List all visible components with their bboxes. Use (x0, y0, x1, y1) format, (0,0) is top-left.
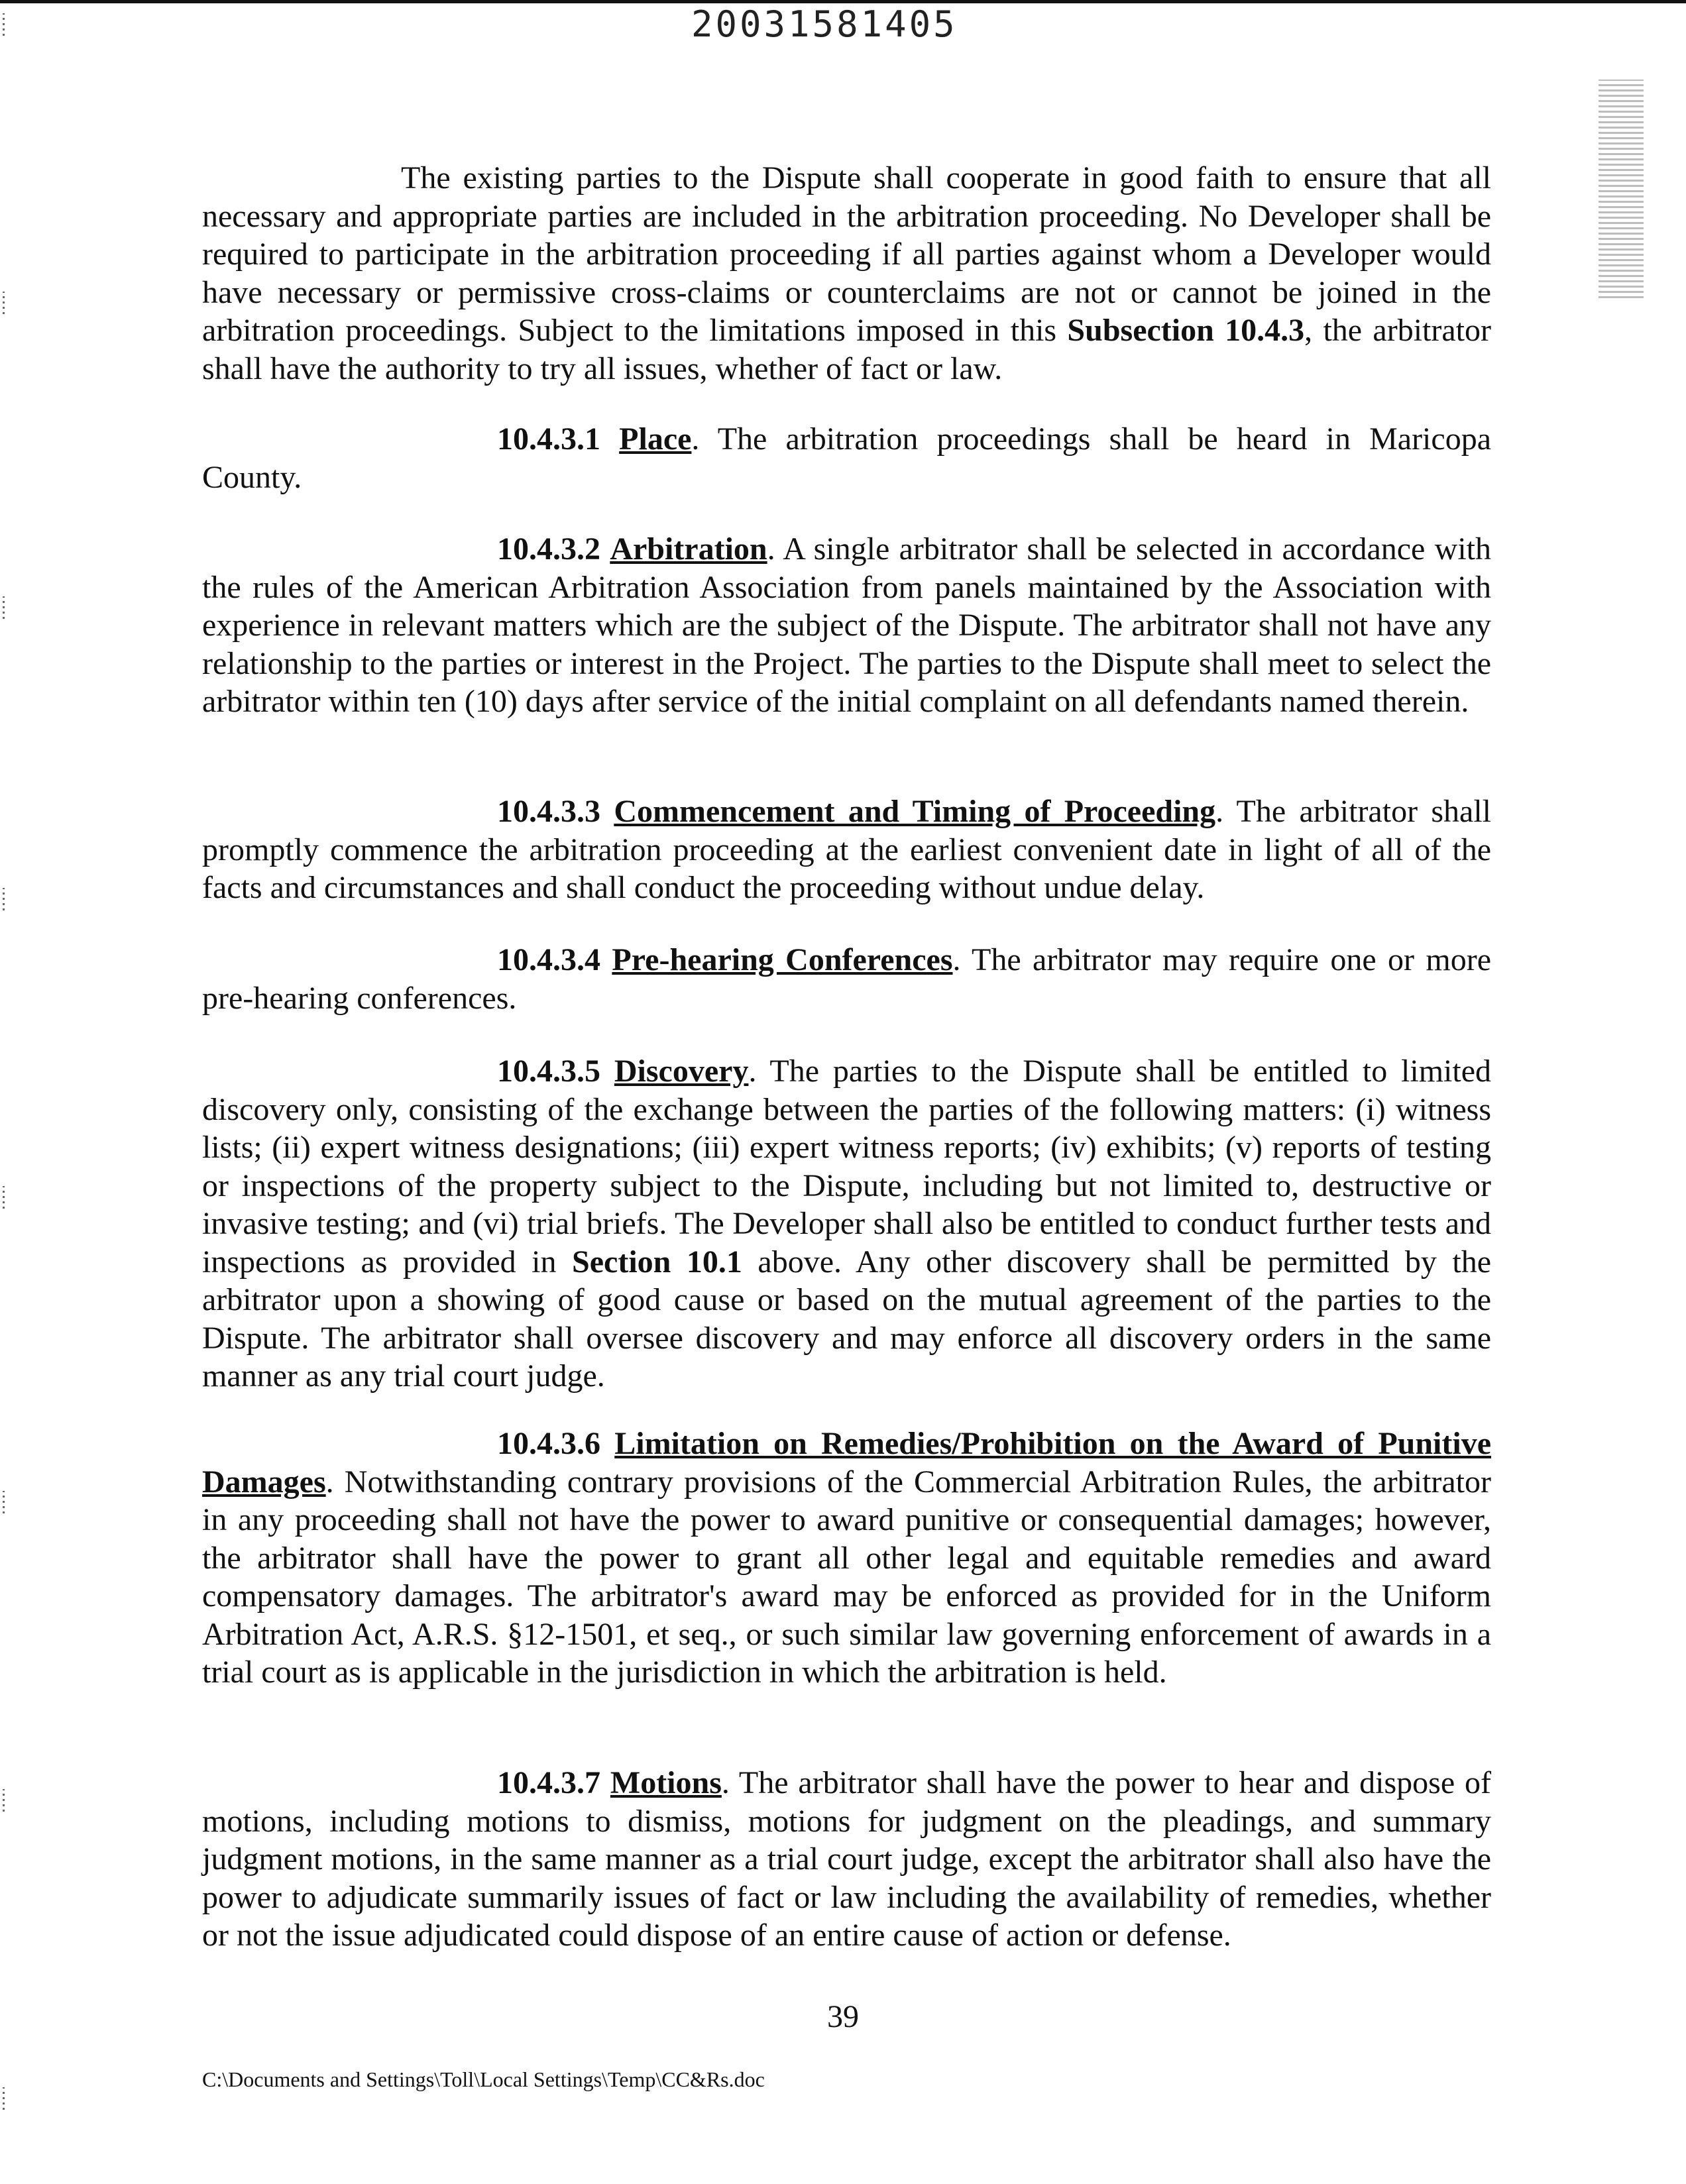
section-text-end: above. Any other discovery shall be permitted by the arbitrator upon a showing of good cause or based on the mutual agreement of the parties to the Dispute. The arbitrator shall oversee discovery and may enforce all discovery orders in the same manner as any trial court judge. (202, 1244, 1492, 1393)
footer-file-path: C:\Documents and Settings\Toll\Local Settings\Temp\CC&Rs.doc (202, 2067, 765, 2091)
section-number: 10.4.3.1 (497, 421, 600, 457)
section-text: . The arbitration proceedings shall be heard in Maricopa County. (202, 421, 1492, 495)
section-heading: Limitation on Remedies/Prohibition on the Award of Punitive Damages (202, 1426, 1492, 1500)
section-text: . The arbitrator may require one or more pre-hearing conferences. (202, 942, 1492, 1016)
margin-tick (3, 2087, 5, 2110)
margin-tick (3, 292, 5, 314)
section-heading: Place (619, 421, 692, 457)
section-number: 10.4.3.2 (497, 531, 600, 567)
section-heading: Motions (610, 1765, 722, 1800)
margin-tick (3, 1789, 5, 1812)
subsection-reference: Subsection 10.4.3 (1067, 313, 1305, 348)
section-text: . A single arbitrator shall be selected in accordance with the rules of the American Arbitration Association from panels maintained by the Association with experience in relevant matters which are the subject of the Dispute. The arbitrator shall not have any relationship to the parties or interest in the Project. The parties to the Dispute shall meet to select the arbitrator within ten (10) days after service of the initial complaint on all defendants named therein. (202, 531, 1492, 719)
section-text: . The arbitrator shall promptly commence the arbitration proceeding at the earliest convenient date in light of all of the facts and circumstances and shall conduct the proceeding without undue delay. (202, 794, 1492, 905)
section-10-4-3-6 (202, 1425, 1491, 1692)
side-barcode-stamp (1599, 80, 1644, 298)
margin-tick (3, 13, 5, 36)
section-number: 10.4.3.6 (497, 1426, 600, 1461)
section-heading: Commencement and Timing of Proceeding (614, 794, 1216, 829)
paragraph-intro (202, 159, 1491, 388)
section-number: 10.4.3.4 (497, 942, 600, 977)
section-heading: Pre-hearing Conferences (612, 942, 953, 977)
section-text: . Notwithstanding contrary provisions of the Commercial Arbitration Rules, the arbitrator in any proceeding shall not have the power to award punitive or consequential damages; however, the arbitrator shall have the power to grant all other legal and equitable remedies and award compensatory damages. The arbitrator's award may be enforced as provided for in the Uniform Arbitration Act, A.R.S. §12-1501, et seq., or such similar law governing enforcement of awards in a trial court as is applicable in the jurisdiction in which the arbitration is held. (202, 1464, 1491, 1690)
section-10-4-3-4 (202, 941, 1491, 1017)
section-10-4-3-5 (202, 1052, 1491, 1395)
section-heading: Arbitration (610, 531, 767, 567)
intro-text: The existing parties to the Dispute shall cooperate in good faith to ensure that all necessary and appropriate parties are included in the arbitration proceeding. No Developer shall be required to participate in the arbitration proceeding if all parties against whom a Developer would have necessary or permissive cross-claims or counterclaims are not or cannot be joined in the arbitration proceedings. Subject to the limitations imposed in this (202, 160, 1491, 348)
section-10-4-3-2 (202, 530, 1491, 721)
recording-number: 20031581405 (679, 4, 970, 45)
section-10-4-3-1 (202, 420, 1491, 496)
margin-tick (3, 1491, 5, 1513)
section-number: 10.4.3.7 (497, 1765, 600, 1800)
section-10-4-3-3 (202, 792, 1491, 907)
section-10-4-3-7 (202, 1764, 1491, 1955)
section-text: . The arbitrator shall have the power to hear and dispose of motions, including motions to dismiss, motions for judgment on the pleadings, and summary judgment motions, in the same manner as a trial court judge, except the arbitrator shall also have the power to adjudicate summarily issues of fact or law including the availability of remedies, whether or not the issue adjudicated could dispose of an entire cause of action or defense. (202, 1765, 1492, 1953)
intro-text-end: , the arbitrator shall have the authority to try all issues, whether of fact or law. (202, 313, 1492, 386)
section-number: 10.4.3.3 (497, 794, 600, 829)
page-number: 39 (827, 1999, 859, 2034)
section-heading: Discovery (614, 1054, 749, 1089)
margin-tick (3, 888, 5, 910)
margin-tick (3, 1186, 5, 1209)
section-text: . The parties to the Dispute shall be entitled to limited discovery only, consisting of the exchange between the parties of the following matters: (i) witness lists; (ii) expert witness designations; (iii) expert witness reports; (iv) exhibits; (v) reports of testing or inspections of the property subject to the Dispute, including but not limited to, destructive or invasive testing; and (vi) trial briefs. The Developer shall also be entitled to conduct further tests and inspections as provided in (202, 1054, 1492, 1280)
section-number: 10.4.3.5 (497, 1054, 600, 1089)
margin-tick (3, 596, 5, 619)
section-reference: Section 10.1 (572, 1244, 742, 1280)
